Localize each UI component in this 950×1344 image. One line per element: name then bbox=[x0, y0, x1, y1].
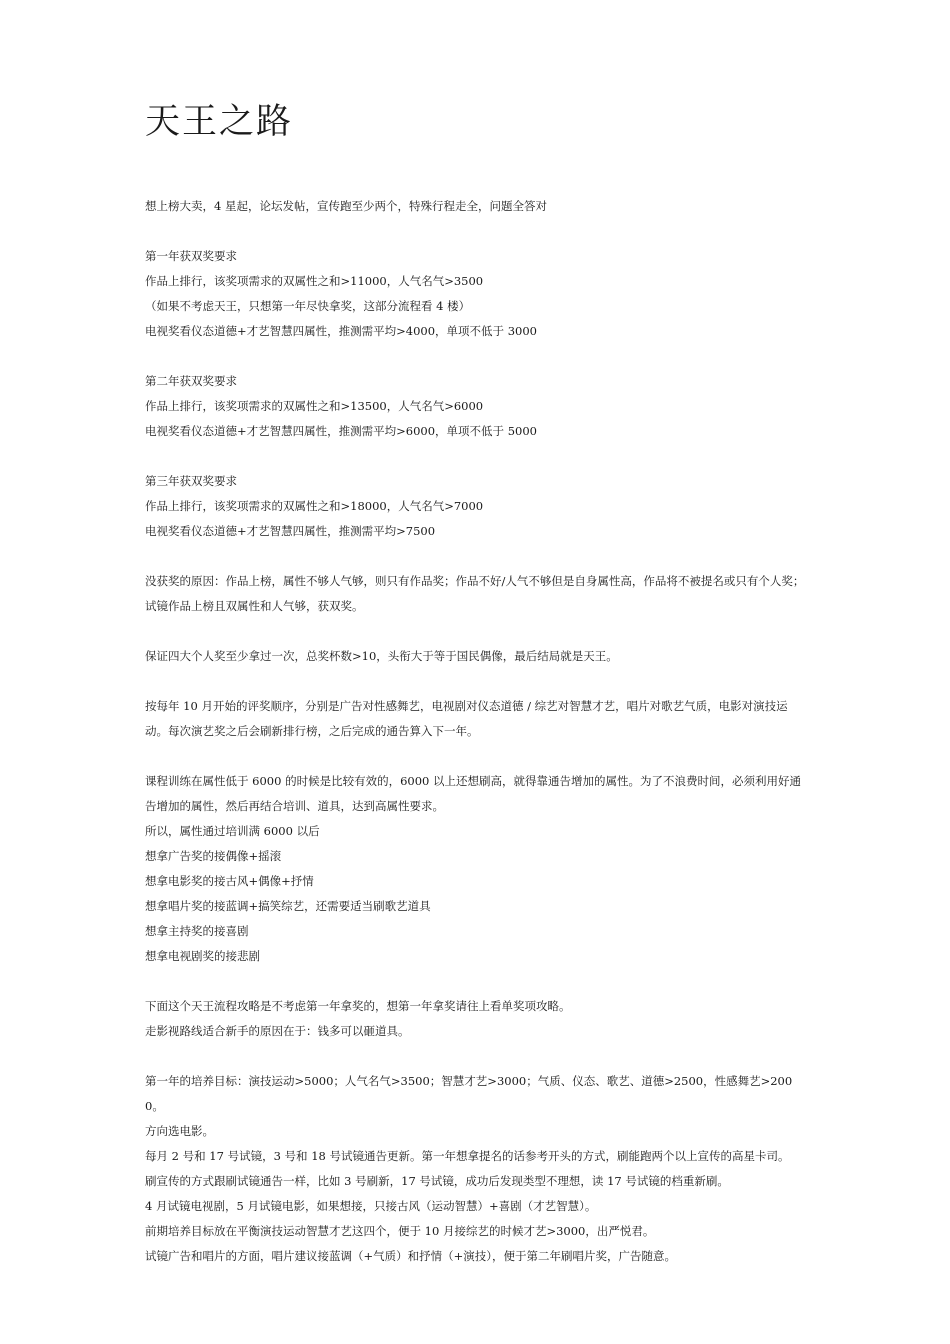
text-line: 第一年的培养目标：演技运动>5000；人气名气>3500；智慧才艺>3000；气质、仪态、歌艺、道德>2500，性感舞艺>2000。 bbox=[145, 1074, 793, 1113]
text-line: 试镜广告和唱片的方面，唱片建议接蓝调（+气质）和抒情（+演技），便于第二年刷唱片奖，广告随意。 bbox=[145, 1249, 677, 1263]
text-line: 作品上排行，该奖项需求的双属性之和>11000，人气名气>3500 bbox=[145, 274, 484, 288]
text-line: 方向选电影。 bbox=[145, 1124, 214, 1138]
paragraph-gap bbox=[145, 969, 809, 994]
paragraph-block bbox=[145, 694, 809, 744]
text-line: 想拿电影奖的接古风+偶像+抒情 bbox=[145, 874, 314, 888]
text-line: 想拿广告奖的接偶像+摇滚 bbox=[145, 849, 282, 863]
paragraph-block bbox=[145, 194, 809, 219]
text-line: 电视奖看仪态道德+才艺智慧四属性，推测需平均>4000，单项不低于 3000 bbox=[145, 324, 537, 338]
text-line: 前期培养目标放在平衡演技运动智慧才艺这四个，便于 10 月接综艺的时候才艺>3000，出严悦君。 bbox=[145, 1224, 655, 1238]
text-line: 第三年获双奖要求 bbox=[145, 474, 237, 488]
text-line: 第一年获双奖要求 bbox=[145, 249, 237, 263]
paragraph-gap bbox=[145, 219, 809, 244]
paragraph-gap bbox=[145, 1044, 809, 1069]
text-line: 走影视路线适合新手的原因在于：钱多可以砸道具。 bbox=[145, 1024, 410, 1038]
text-line: 作品上排行，该奖项需求的双属性之和>18000，人气名气>7000 bbox=[145, 499, 484, 513]
paragraph-gap bbox=[145, 444, 809, 469]
text-line: 第二年获双奖要求 bbox=[145, 374, 237, 388]
paragraph-block bbox=[145, 244, 809, 344]
paragraph-block bbox=[145, 469, 809, 544]
text-line: 想拿唱片奖的接蓝调+搞笑综艺，还需要适当刷歌艺道具 bbox=[145, 899, 431, 913]
text-line: 想拿主持奖的接喜剧 bbox=[145, 924, 249, 938]
paragraph-gap bbox=[145, 619, 809, 644]
text-line: 作品上排行，该奖项需求的双属性之和>13500，人气名气>6000 bbox=[145, 399, 484, 413]
text-line: 课程训练在属性低于 6000 的时候是比较有效的，6000 以上还想刷高，就得靠通告增加的属性。为了不浪费时间，必须利用好通告增加的属性，然后再结合培训、道具，达到高属性要求。 bbox=[145, 774, 801, 813]
text-line: 电视奖看仪态道德+才艺智慧四属性，推测需平均>6000，单项不低于 5000 bbox=[145, 424, 537, 438]
text-line: 下面这个天王流程攻略是不考虑第一年拿奖的，想第一年拿奖请往上看单奖项攻略。 bbox=[145, 999, 571, 1013]
paragraph-gap bbox=[145, 744, 809, 769]
text-line: 4 月试镜电视剧，5 月试镜电影，如果想接，只接古风（运动智慧）+喜剧（才艺智慧）。 bbox=[145, 1199, 597, 1213]
text-line: 没获奖的原因：作品上榜，属性不够人气够，则只有作品奖；作品不好/人气不够但是自身属性高，作品将不被提名或只有个人奖；试镜作品上榜且双属性和人气够，获双奖。 bbox=[145, 574, 805, 613]
text-line: 每月 2 号和 17 号试镜，3 号和 18 号试镜通告更新。第一年想拿提名的话参考开头的方式，刷能跑两个以上宣传的高星卡司。 bbox=[145, 1149, 790, 1163]
paragraph-gap bbox=[145, 669, 809, 694]
document-body bbox=[145, 194, 809, 1269]
paragraph-block bbox=[145, 369, 809, 444]
document-title: 天王之路 bbox=[145, 102, 294, 142]
paragraph-block bbox=[145, 644, 809, 669]
text-line: 刷宣传的方式跟刷试镜通告一样，比如 3 号刷新，17 号试镜，成功后发现类型不理想，读 17 号试镜的档重新刷。 bbox=[145, 1174, 729, 1188]
text-line: 按每年 10 月开始的评奖顺序，分别是广告对性感舞艺，电视剧对仪态道德 / 综艺对智慧才艺，唱片对歌艺气质，电影对演技运动。每次演艺奖之后会刷新排行榜，之后完成的通告算入下一年。 bbox=[145, 699, 788, 738]
paragraph-block bbox=[145, 1069, 809, 1269]
paragraph-block bbox=[145, 769, 809, 969]
text-line: 保证四大个人奖至少拿过一次，总奖杯数>10，头衔大于等于国民偶像，最后结局就是天王。 bbox=[145, 649, 618, 663]
paragraph-gap bbox=[145, 344, 809, 369]
text-line: 想上榜大卖，4 星起，论坛发帖，宣传跑至少两个，特殊行程走全，问题全答对 bbox=[145, 199, 547, 213]
paragraph-block bbox=[145, 994, 809, 1044]
paragraph-gap bbox=[145, 544, 809, 569]
text-line: 所以，属性通过培训满 6000 以后 bbox=[145, 824, 320, 838]
text-line: （如果不考虑天王，只想第一年尽快拿奖，这部分流程看 4 楼） bbox=[145, 299, 471, 313]
text-line: 电视奖看仪态道德+才艺智慧四属性，推测需平均>7500 bbox=[145, 524, 436, 538]
paragraph-block bbox=[145, 569, 809, 619]
text-line: 想拿电视剧奖的接悲剧 bbox=[145, 949, 260, 963]
